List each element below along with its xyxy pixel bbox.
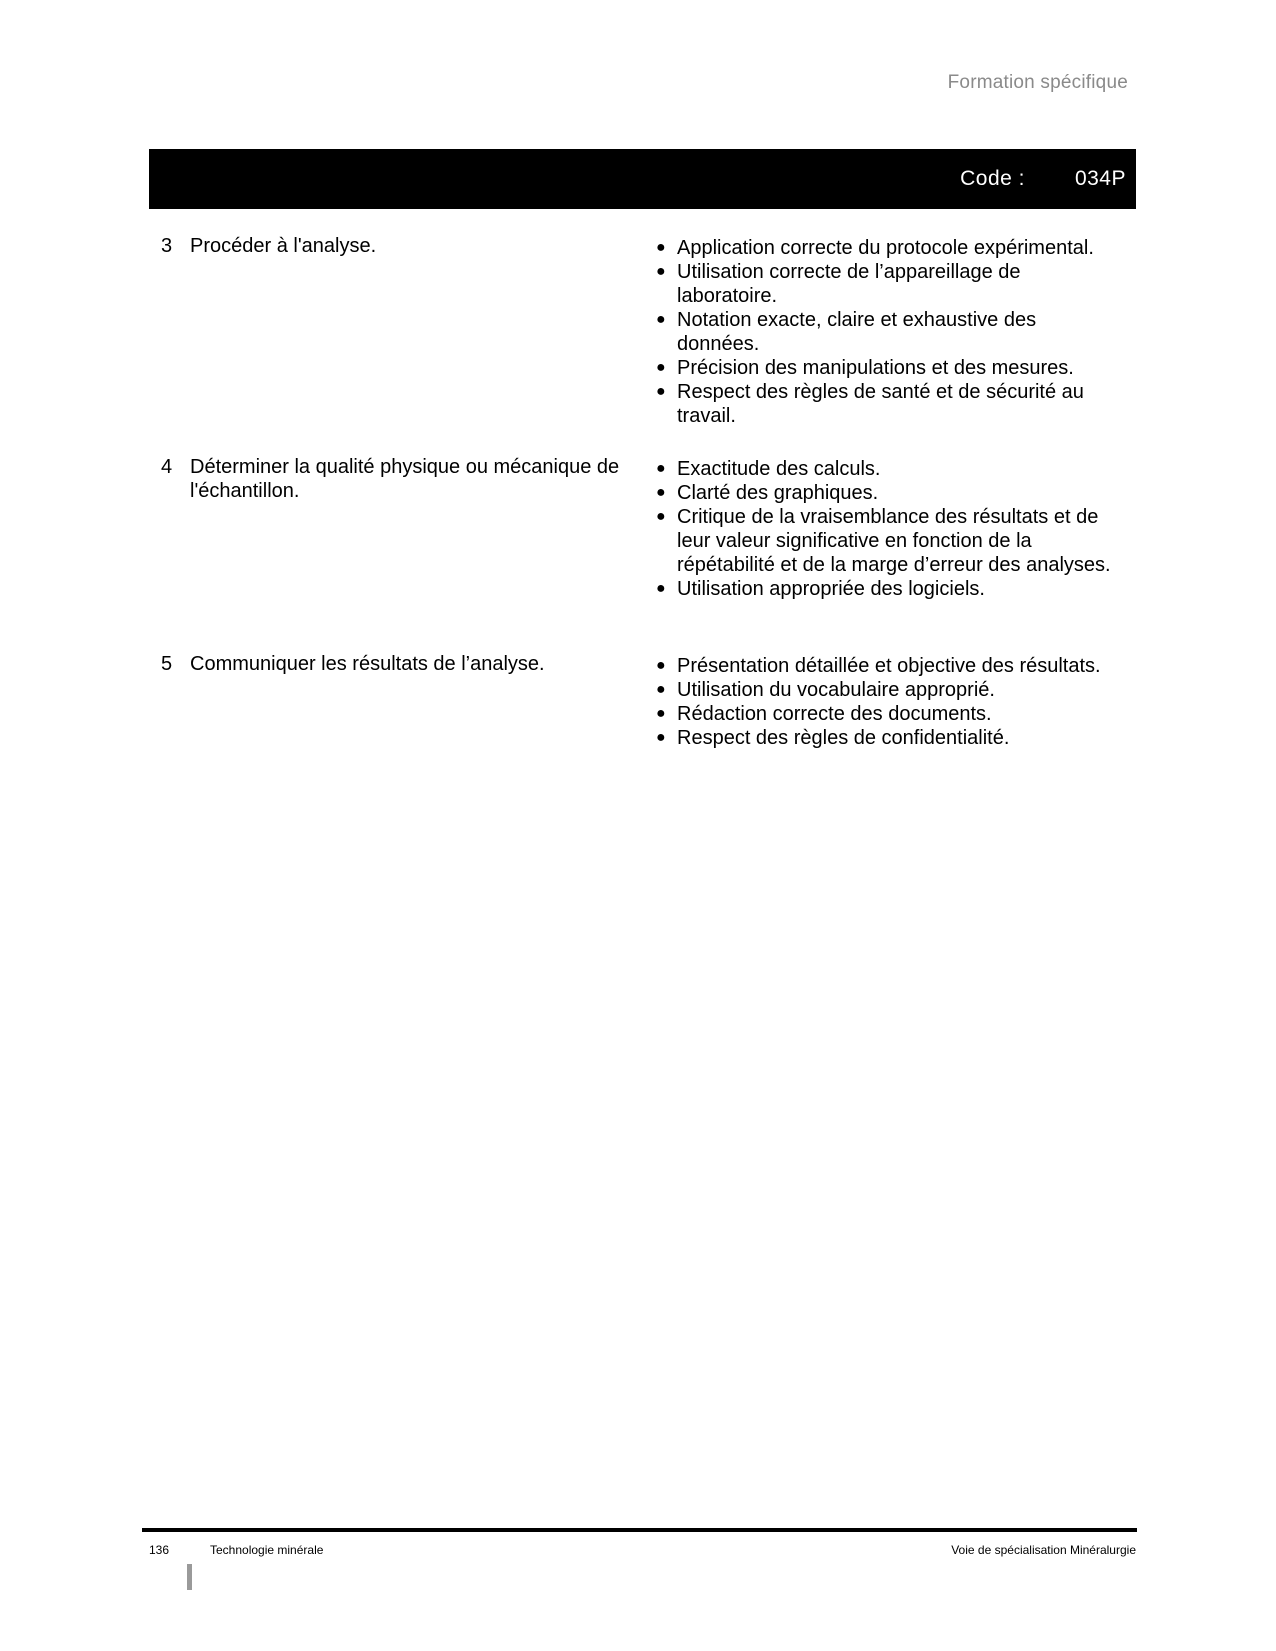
criterion-text: Précision des manipulations et des mesures.: [677, 357, 1074, 379]
criterion-item: [652, 457, 1122, 481]
bullet-icon: ●: [656, 508, 666, 525]
element-statement: [161, 234, 621, 258]
bullet-icon: ●: [656, 580, 666, 597]
element-text: Communiquer les résultats de l’analyse.: [190, 653, 545, 675]
element-number: 4: [161, 456, 173, 478]
bullet-icon: ●: [656, 383, 666, 400]
element-number: 5: [161, 653, 173, 675]
criterion-text: Présentation détaillée et objective des résultats.: [677, 655, 1101, 677]
criterion-text: Notation exacte, claire et exhaustive des données.: [677, 309, 1037, 355]
performance-criteria-list: [652, 654, 1122, 750]
bullet-icon: ●: [656, 311, 666, 328]
element-text: Déterminer la qualité physique ou mécanique de l'échantillon.: [190, 456, 620, 502]
bullet-icon: ●: [656, 657, 666, 674]
element-number: 3: [161, 235, 173, 257]
bullet-icon: ●: [656, 460, 666, 477]
criterion-item: [652, 356, 1122, 380]
performance-criteria-list: [652, 457, 1122, 601]
running-header: Formation spécifique: [947, 72, 1128, 93]
performance-criteria-list: [652, 236, 1122, 428]
bullet-icon: ●: [656, 239, 666, 256]
criterion-text: Utilisation du vocabulaire approprié.: [677, 679, 995, 701]
bullet-icon: ●: [656, 263, 666, 280]
criterion-text: Application correcte du protocole expérimental.: [677, 237, 1094, 259]
criterion-item: [652, 654, 1122, 678]
footer-rule: [142, 1528, 1137, 1532]
criterion-text: Exactitude des calculs.: [677, 458, 881, 480]
code-label: Code :: [960, 167, 1025, 190]
criterion-item: [652, 678, 1122, 702]
criterion-item: [652, 505, 1122, 577]
element-statement: [161, 455, 621, 503]
criterion-item: [652, 702, 1122, 726]
criterion-text: Utilisation correcte de l’appareillage de laboratoire.: [677, 261, 1021, 307]
footer-page-number: 136: [149, 1543, 170, 1557]
code-value: 034P: [1074, 167, 1126, 190]
criterion-text: Respect des règles de santé et de sécurité au travail.: [677, 381, 1084, 427]
criterion-item: [652, 481, 1122, 505]
criterion-item: [652, 380, 1122, 428]
criterion-item: [652, 726, 1122, 750]
footer-margin-mark: [187, 1564, 192, 1590]
criterion-text: Respect des règles de confidentialité.: [677, 727, 1010, 749]
criterion-item: [652, 260, 1122, 308]
criterion-item: [652, 308, 1122, 356]
criterion-text: Clarté des graphiques.: [677, 482, 879, 504]
code-band: [149, 149, 1136, 209]
element-statement: [161, 652, 621, 676]
bullet-icon: ●: [656, 359, 666, 376]
criterion-item: [652, 236, 1122, 260]
bullet-icon: ●: [656, 705, 666, 722]
criterion-text: Critique de la vraisemblance des résultats et de leur valeur significative en fonction de la répétabilité et de la marge d’erreur des analyses.: [677, 506, 1111, 576]
element-text: Procéder à l'analyse.: [190, 235, 377, 257]
bullet-icon: ●: [656, 729, 666, 746]
footer-program-title: Technologie minérale: [210, 1543, 324, 1557]
criterion-item: [652, 577, 1122, 601]
footer-specialization: Voie de spécialisation Minéralurgie: [951, 1543, 1136, 1557]
bullet-icon: ●: [656, 681, 666, 698]
bullet-icon: ●: [656, 484, 666, 501]
criterion-text: Utilisation appropriée des logiciels.: [677, 578, 985, 600]
criterion-text: Rédaction correcte des documents.: [677, 703, 992, 725]
